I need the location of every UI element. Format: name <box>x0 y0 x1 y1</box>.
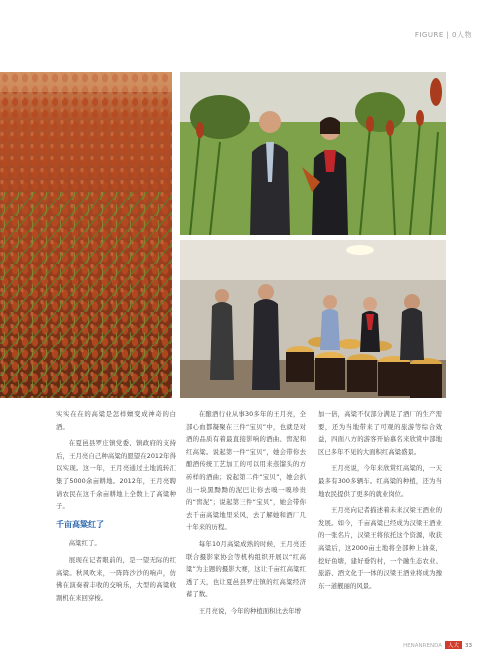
magazine-name: HENANRENDA <box>403 643 442 649</box>
wine-cellar-photo <box>180 240 446 398</box>
col1-paragraph-4: 展现在记者眼前的，是一望无际的红高粱。秋风吹来，一阵阵沙沙的响声，仿佛在演奏着丰收的交响乐，大型的高粱收割机在来回穿梭。 <box>56 555 176 602</box>
section-subheading: 千亩高粱红了 <box>56 519 104 529</box>
col3-paragraph-2: 王月亮说，今年来欣赏红高粱的，一天最多有300多辆车。红高粱的种植，还为当地农民提供了更多的就业岗位。 <box>318 464 442 498</box>
text-column-1 <box>56 408 176 608</box>
col3-paragraph-3: 王月亮向记者描述着未来汉梁王酒业的发展。如今，千亩高粱已经成为汉梁王酒业的一张名片，汉梁王将依托这个资源，收获高粱后，这2000亩土地将全部种上油菜，挖好鱼塘，建好垂钓村，一个融生态农业、旅游、酒文化于一体的汉梁王酒业将成为豫东一道靓丽的风景。 <box>318 506 442 590</box>
col2-paragraph-1: 在酿酒行业从事30多年的王月亮，全部心血都凝聚在三件“宝贝”中，也就是对酒的品质有着最直接影响的酒曲、窖泥和红高粱。说起第一件“宝贝”，她会带你去酿酒传统工艺加工的可以用来蒸馏头的方砖样的酒曲；说起第二件“宝贝”，她会扒出一块黑黝黝的泥巴让你去嗅一嗅珍贵的“窖泥”；说起第三件“宝贝”，她会带你去千亩高粱地里采风，去了解她和酒厂几十年来的历程。 <box>186 410 306 532</box>
text-column-2 <box>186 408 306 622</box>
page-footer <box>403 641 472 649</box>
people-in-field-photo <box>180 72 446 235</box>
page-number: 33 <box>465 643 472 649</box>
col1-paragraph-2: 在夏邑县罗庄镇党委、镇政府的支持后，王月亮自己种高粱的愿望在2012年得以实现。这一年，王月亮通过土地流转汇集了5000余亩耕地。2012年，王月亮聘请农民在这千余亩耕地上全数上了高粱种子。 <box>56 439 176 511</box>
text-column-3 <box>318 408 442 596</box>
col3-paragraph-1: 加一倍，高粱不仅部分满足了酒厂的生产需要，还为当地带来了可观的旅游等综合效益，四面八方的游客开始慕名来欣赏中部地区已多年不见的大面积红高粱盛景。 <box>318 410 442 456</box>
section-header: FIGURE | 0人物 <box>414 31 472 39</box>
sorghum-field-photo <box>0 72 172 398</box>
magazine-tag: 人大 <box>445 641 462 649</box>
col1-paragraph-3: 高粱红了。 <box>68 539 101 548</box>
col2-paragraph-2: 每年10月高粱成熟的时候，王月亮还联合摄影家协会等机构组织开展以“红高粱”为主题的摄影大赛，这让千亩红高粱红透了天，也让夏邑县罗庄镇的红高粱经济蓄了数。 <box>186 539 306 599</box>
col2-paragraph-3: 王月亮说，今年的种植面积比去年增 <box>198 606 302 615</box>
col1-paragraph-1: 实实在在的高粱是怎样嬗变成神奇的白酒。 <box>56 410 176 431</box>
